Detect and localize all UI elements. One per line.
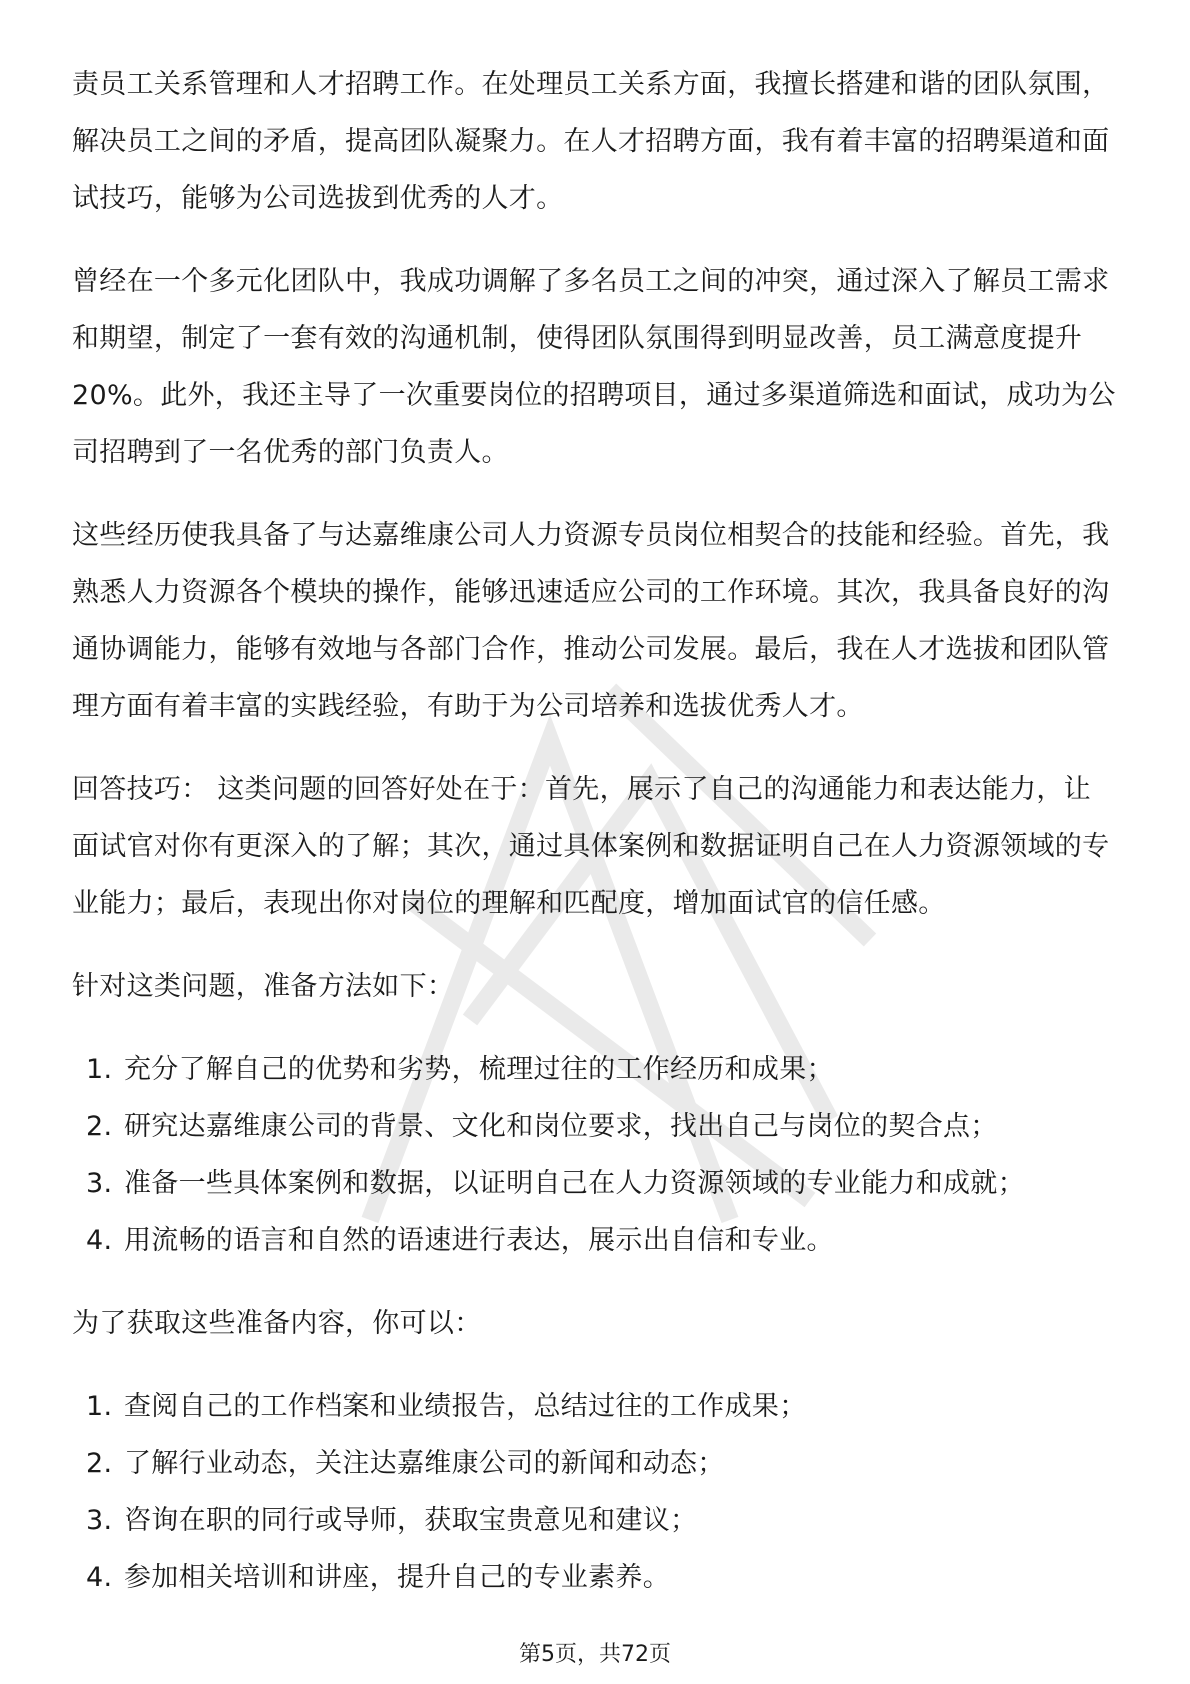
list-item: 4. 参加相关培训和讲座，提升自己的专业素养。 (86, 1562, 670, 1593)
preparation-list (72, 1041, 1118, 1269)
list-item: 4. 用流畅的语言和自然的语速进行表达，展示出自信和专业。 (86, 1225, 834, 1256)
list-item: 3. 准备一些具体案例和数据，以证明自己在人力资源领域的专业能力和成就； (86, 1168, 1025, 1199)
list-item: 1. 查阅自己的工作档案和业绩报告，总结过往的工作成果； (86, 1391, 807, 1422)
resources-intro: 为了获取这些准备内容，你可以： (72, 1308, 482, 1339)
page-number: 第5页，共72页 (519, 1642, 671, 1667)
list-item: 3. 咨询在职的同行或导师，获取宝贵意见和建议； (86, 1505, 698, 1536)
list-item: 2. 了解行业动态，关注达嘉维康公司的新闻和动态； (86, 1448, 725, 1479)
list-item: 2. 研究达嘉维康公司的背景、文化和岗位要求，找出自己与岗位的契合点； (86, 1111, 998, 1142)
preparation-intro: 针对这类问题，准备方法如下： (72, 971, 455, 1002)
paragraph-3: 这些经历使我具备了与达嘉维康公司人力资源专员岗位相契合的技能和经验。首先，我熟悉人力资源各个模块的操作，能够迅速适应公司的工作环境。其次，我具备良好的沟通协调能力，能够有效地与各部门合作，推动公司发展。最后，我在人才选拔和团队管理方面有着丰富的实践经验，有助于为公司培养和选拔优秀人才。 (72, 520, 1110, 722)
resources-list (72, 1378, 1118, 1606)
answer-tips-paragraph: 回答技巧： 这类问题的回答好处在于：首先，展示了自己的沟通能力和表达能力，让面试官对你有更深入的了解；其次，通过具体案例和数据证明自己在人力资源领域的专业能力；最后，表现出你对岗位的理解和匹配度，增加面试官的信任感。 (72, 774, 1110, 919)
list-item: 1. 充分了解自己的优势和劣势，梳理过往的工作经历和成果； (86, 1054, 834, 1085)
document-body (72, 56, 1118, 1632)
paragraph-1: 责员工关系管理和人才招聘工作。在处理员工关系方面，我擅长搭建和谐的团队氛围，解决员工之间的矛盾，提高团队凝聚力。在人才招聘方面，我有着丰富的招聘渠道和面试技巧，能够为公司选拔到优秀的人才。 (72, 69, 1110, 214)
paragraph-2: 曾经在一个多元化团队中，我成功调解了多名员工之间的冲突，通过深入了解员工需求和期望，制定了一套有效的沟通机制，使得团队氛围得到明显改善，员工满意度提升20%。此外，我还主导了一次重要岗位的招聘项目，通过多渠道筛选和面试，成功为公司招聘到了一名优秀的部门负责人。 (72, 266, 1116, 468)
